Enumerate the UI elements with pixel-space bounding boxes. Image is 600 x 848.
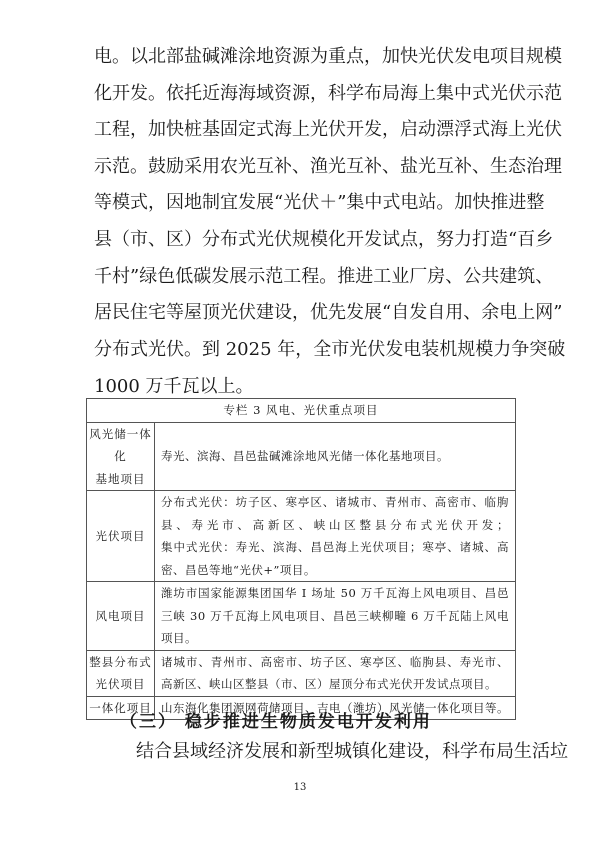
paragraph-line: 工程，加快桩基固定式海上光伏开发，启动漂浮式海上光伏 xyxy=(94,119,562,140)
row-label-line: 一体化项目 xyxy=(89,700,152,715)
row-content xyxy=(155,491,516,582)
paragraph-line: 等模式，因地制宜发展“光伏＋”集中式电站。加快推进整 xyxy=(94,192,545,213)
row-content xyxy=(155,422,516,491)
row-content-line: 分布式光伏：坊子区、寒亭区、诸城市、青州市、高密市、临朐 xyxy=(161,495,509,509)
paragraph-line: 化开发。依托近海海域资源，科学布局海上集中式光伏示范 xyxy=(94,83,562,104)
table-caption: 专栏 3 风电、光伏重点项目 xyxy=(87,399,516,423)
row-content-line: 密、昌邑等地“光伏+”项目。 xyxy=(161,562,316,577)
row-content-line: 县、寿光市、高新区、峡山区整县分布式光伏开发； xyxy=(161,517,509,532)
row-content-line: 诸城市、青州市、高密市、坊子区、寒亭区、临朐县、寿光市、 xyxy=(161,654,509,669)
row-content xyxy=(155,582,516,651)
row-content-line: 集中式光伏：寿光、滨海、昌邑海上光伏项目；寒亭、诸城、高 xyxy=(161,540,509,554)
row-label-line: 光伏项目 xyxy=(95,528,146,543)
paragraph-line: 示范。鼓励采用农光互补、渔光互补、盐光互补、生态治理 xyxy=(94,156,562,177)
row-label-line: 风电项目 xyxy=(95,608,146,623)
row-content-line: 潍坊市国家能源集团国华 I 场址 50 万千瓦海上风电项目、昌邑 xyxy=(161,586,509,600)
table-row xyxy=(87,422,516,491)
feature-table xyxy=(86,398,516,720)
paragraph-line: 居民住宅等屋顶光伏建设，优先发展“自发自用、余电上网” xyxy=(94,302,563,323)
row-content-line: 三峡 30 万千瓦海上风电项目、昌邑三峡柳疃 6 万千瓦陆上风电 xyxy=(161,608,509,623)
row-label-line: 风光储一体化 xyxy=(89,426,152,463)
row-label xyxy=(87,582,155,651)
paragraph-line: 县（市、区）分布式光伏规模化开发试点，努力打造“百乡 xyxy=(94,229,554,250)
page-number: 13 xyxy=(293,782,307,793)
paragraph-line: 1000 万千瓦以上。 xyxy=(94,376,254,397)
paragraph-line: 结合县域经济发展和新型城镇化建设，科学布局生活垃 xyxy=(136,741,568,762)
table-row xyxy=(87,650,516,696)
row-label xyxy=(87,650,155,696)
row-label xyxy=(87,491,155,582)
row-content xyxy=(155,650,516,696)
paragraph-line: 分布式光伏。到 2025 年，全市光伏发电装机规模力争突破 xyxy=(94,339,566,360)
table-row xyxy=(87,582,516,651)
paragraph-line: 千村”绿色低碳发展示范工程。推进工业厂房、公共建筑、 xyxy=(94,266,554,287)
row-label-line: 整县分布式 xyxy=(89,654,152,669)
row-label-line: 基地项目 xyxy=(95,471,146,486)
row-content-line: 高新区、峡山区整县（市、区）屋顶分布式光伏开发试点项目。 xyxy=(161,677,497,691)
table-row xyxy=(87,491,516,582)
section-heading: （三） 稳步推进生物质发电开发利用 xyxy=(120,712,432,732)
row-content-line: 寿光、滨海、昌邑盐碱滩涂地风光储一体化基地项目。 xyxy=(161,449,449,463)
row-content-line: 山东海化集团源网荷储项目、吉电（潍坊）风光储一体化项目等。 xyxy=(161,700,509,715)
row-label-line: 光伏项目 xyxy=(95,677,146,691)
row-content-line: 项目。 xyxy=(161,631,197,645)
row-label xyxy=(87,422,155,491)
paragraph-line: 电。以北部盐碱滩涂地资源为重点，加快光伏发电项目规模 xyxy=(94,46,562,67)
